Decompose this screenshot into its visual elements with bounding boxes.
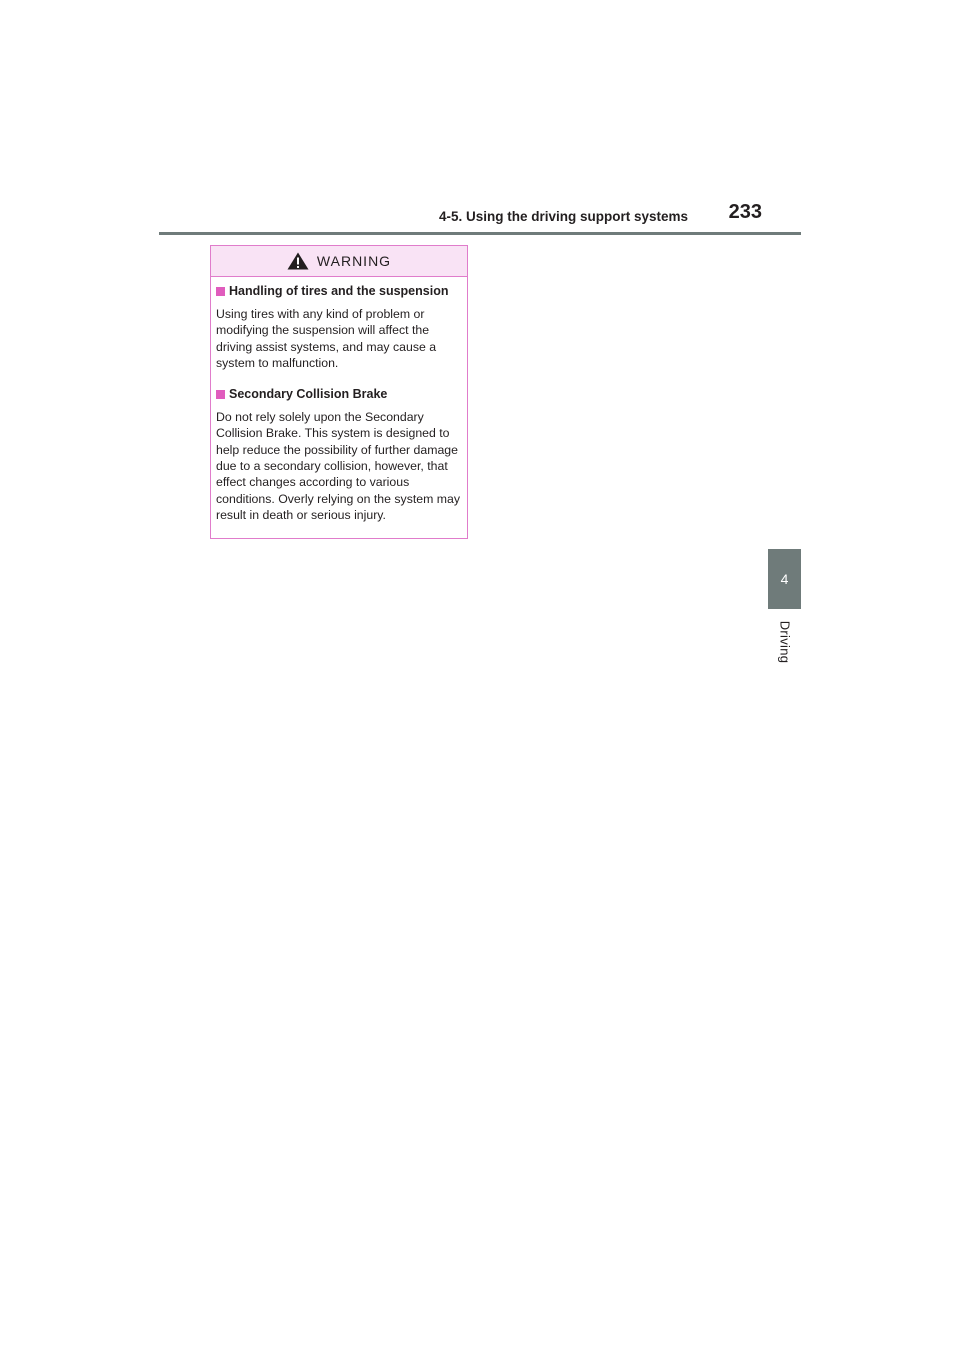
page-number: 233 (728, 201, 762, 223)
section-text: Do not rely solely upon the Secondary Collision Brake. This system is designed to help reduce the possibility of further damage due to a secondary collision, however, that effect changes according to various conditions. Overly relying on the system may result in death or serious injury. (216, 410, 460, 522)
chapter-tab (768, 549, 801, 609)
warning-triangle-icon (287, 252, 309, 270)
section-text: Using tires with any kind of problem or modifying the suspension will affect the driving assist systems, and may cause a system to malfunction. (216, 307, 437, 370)
chapter-name: Driving (777, 620, 793, 664)
square-bullet-icon (216, 287, 225, 296)
warning-label: WARNING (316, 253, 392, 269)
header-divider (159, 232, 801, 235)
warning-body (211, 277, 467, 523)
section-heading (216, 387, 462, 401)
section-heading-text: Secondary Collision Brake (229, 387, 388, 402)
chapter-number: 4 (780, 571, 789, 587)
square-bullet-icon (216, 390, 225, 399)
section-heading (216, 284, 462, 298)
section-heading-text: Handling of tires and the suspension (229, 284, 449, 298)
section-title: 4-5. Using the driving support systems (438, 209, 688, 224)
warning-header (211, 246, 467, 277)
warning-box (210, 245, 468, 539)
